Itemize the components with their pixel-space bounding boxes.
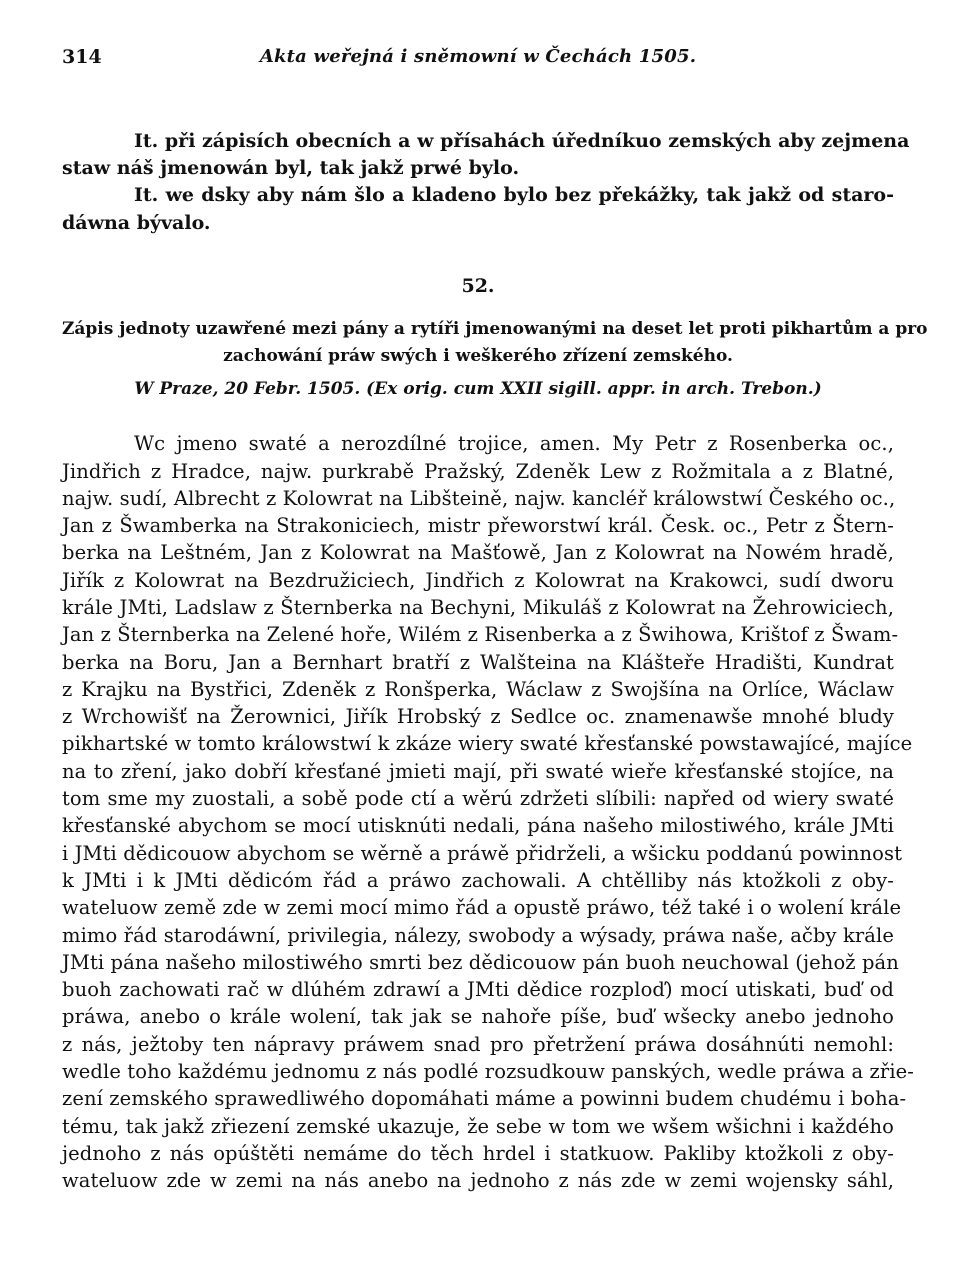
body-line: pikhartské w tomto králowstwí k zkáze wiery swaté křesťanské powstawajícé, majíce <box>62 732 913 756</box>
body-line: z Wrchowišť na Žerownici, Jiřík Hrobský z Sedlce oc. znamenawše mnohé bludy <box>62 705 894 729</box>
body-line: z nás, ježtoby ten nápravy práwem snad pro přetržení práwa dosáhnúti nemohl: <box>62 1032 894 1056</box>
summary-line: zachowání práw swých i weškerého zřízení zemského. <box>223 346 733 367</box>
body-line: wateluow zde w zemi na nás anebo na jednoho z nás zde w zemi wojensky sáhl, <box>62 1169 894 1193</box>
body-line: k JMti i k JMti dědicóm řád a práwo zachowali. A chtělliby nás ktožkoli z oby- <box>62 868 894 892</box>
dateline: W Praze, 20 Febr. 1505. (Ex orig. cum XXII sigill. appr. in arch. Trebon.) <box>134 379 822 400</box>
document-number: 52. <box>461 274 495 297</box>
body-line: z Krajku na Bystřici, Zdeněk z Ronšperka, Wáclaw z Swojšína na Orlíce, Wáclaw <box>62 677 894 701</box>
body-line: křesťanské abychom se mocí utisknúti nedali, pána našeho milostiwého, krále JMti <box>62 814 894 838</box>
body-line: tom sme my zuostali, a sobě pode ctí a wěrú zdržeti slíbili: napřed od wiery swaté <box>62 787 894 811</box>
body-line: Jiřík z Kolowrat na Bezdružiciech, Jindřich z Kolowrat na Krakowci, sudí dworu <box>62 568 894 592</box>
body-line: najw. sudí, Albrecht z Kolowrat na Libšteině, najw. kancléř králowstwí Českého oc., <box>62 486 896 510</box>
body-line: JMti pána našeho milostiwého smrti bez dědicouow pán buoh neuchowal (jehož pán <box>62 950 899 974</box>
body-line: práwa, anebo o krále wolení, tak jak se nahoře píše, buď wšecky anebo jednoho <box>62 1005 894 1029</box>
page-number: 314 <box>62 46 102 68</box>
body-line: Jan z Šwamberka na Strakoniciech, mistr přeworstwí král. Česk. oc., Petr z Štern- <box>62 514 894 538</box>
body-line: Jindřich z Hradce, najw. purkrabě Pražský, Zdeněk Lew z Rožmitala a z Blatné, <box>62 459 894 483</box>
body-line: wateluow země zde w zemi mocí mimo řád a opustě práwo, též také i o wolení krále <box>62 896 902 920</box>
text-line: staw náš jmenowán byl, tak jakž prwé bylo. <box>62 157 520 180</box>
body-line: na to zření, jako dobří křesťané jmieti mají, při swaté wieře křesťanské stojíce, na <box>62 759 894 783</box>
body-line: mimo řád starodáwní, privilegia, nálezy, swobody a wýsady, práwa naše, ačby krále <box>62 923 894 947</box>
body-line: i JMti dědicouow abychom se wěrně a práwě přidrželi, a wšicku poddanú powinnost <box>62 841 903 865</box>
document-summary <box>62 316 928 370</box>
body-line: jednoho z nás opúštěti nemáme do těch hrdel i statkuow. Pakliby ktožkoli z oby- <box>62 1141 894 1165</box>
document-body <box>62 430 914 1194</box>
body-line: Jan z Šternberka na Zelené hoře, Wilém z Risenberka a z Šwihowa, Krištof z Šwam- <box>62 623 899 647</box>
body-line: berka na Boru, Jan a Bernhart bratří z Walšteina na Klášteře Hradišti, Kundrat <box>62 650 894 674</box>
body-line: zení zemského sprawedliwého dopomáhati máme a powinni budem chudému i boha- <box>62 1087 907 1111</box>
page-header <box>62 40 894 76</box>
body-line: krále JMti, Ladslaw z Šternberka na Bechyni, Mikuláš z Kolowrat na Žehrowiciech, <box>62 596 894 619</box>
text-line: It. we dsky aby nám šlo a kladeno bylo bez překážky, tak jakž od staro- <box>134 184 894 207</box>
document-page <box>62 40 928 1195</box>
body-line: wedle toho každému jednomu z nás podlé rozsudkouw panských, wedle práwa a zřie- <box>62 1060 914 1084</box>
body-line: buoh zachowati rač w dlúhém zdrawí a JMti dědice rozploď) mocí utiskati, buď od <box>62 978 894 1002</box>
intro-paragraphs <box>62 128 910 237</box>
running-head: Akta weřejná i sněmowní w Čechách 1505. <box>259 46 697 67</box>
body-line: tému, tak jakž zřiezení zemské ukazuje, že sebe w tom we wšem wšichni i každého <box>62 1114 894 1138</box>
summary-line: Zápis jednoty uzawřené mezi pány a rytíři jmenowanými na deset let proti pikhartům a pro <box>62 318 928 339</box>
body-line: berka na Leštném, Jan z Kolowrat na Mašťowě, Jan z Kolowrat na Nowém hradě, <box>62 541 894 565</box>
text-line: dáwna bývalo. <box>62 211 211 234</box>
body-line: Wc jmeno swaté a nerozdílné trojice, amen. My Petr z Rosenberka oc., <box>134 432 894 456</box>
text-line: It. při zápisích obecních a w přísahách úředníkuo zemských aby zejmena <box>134 130 910 152</box>
